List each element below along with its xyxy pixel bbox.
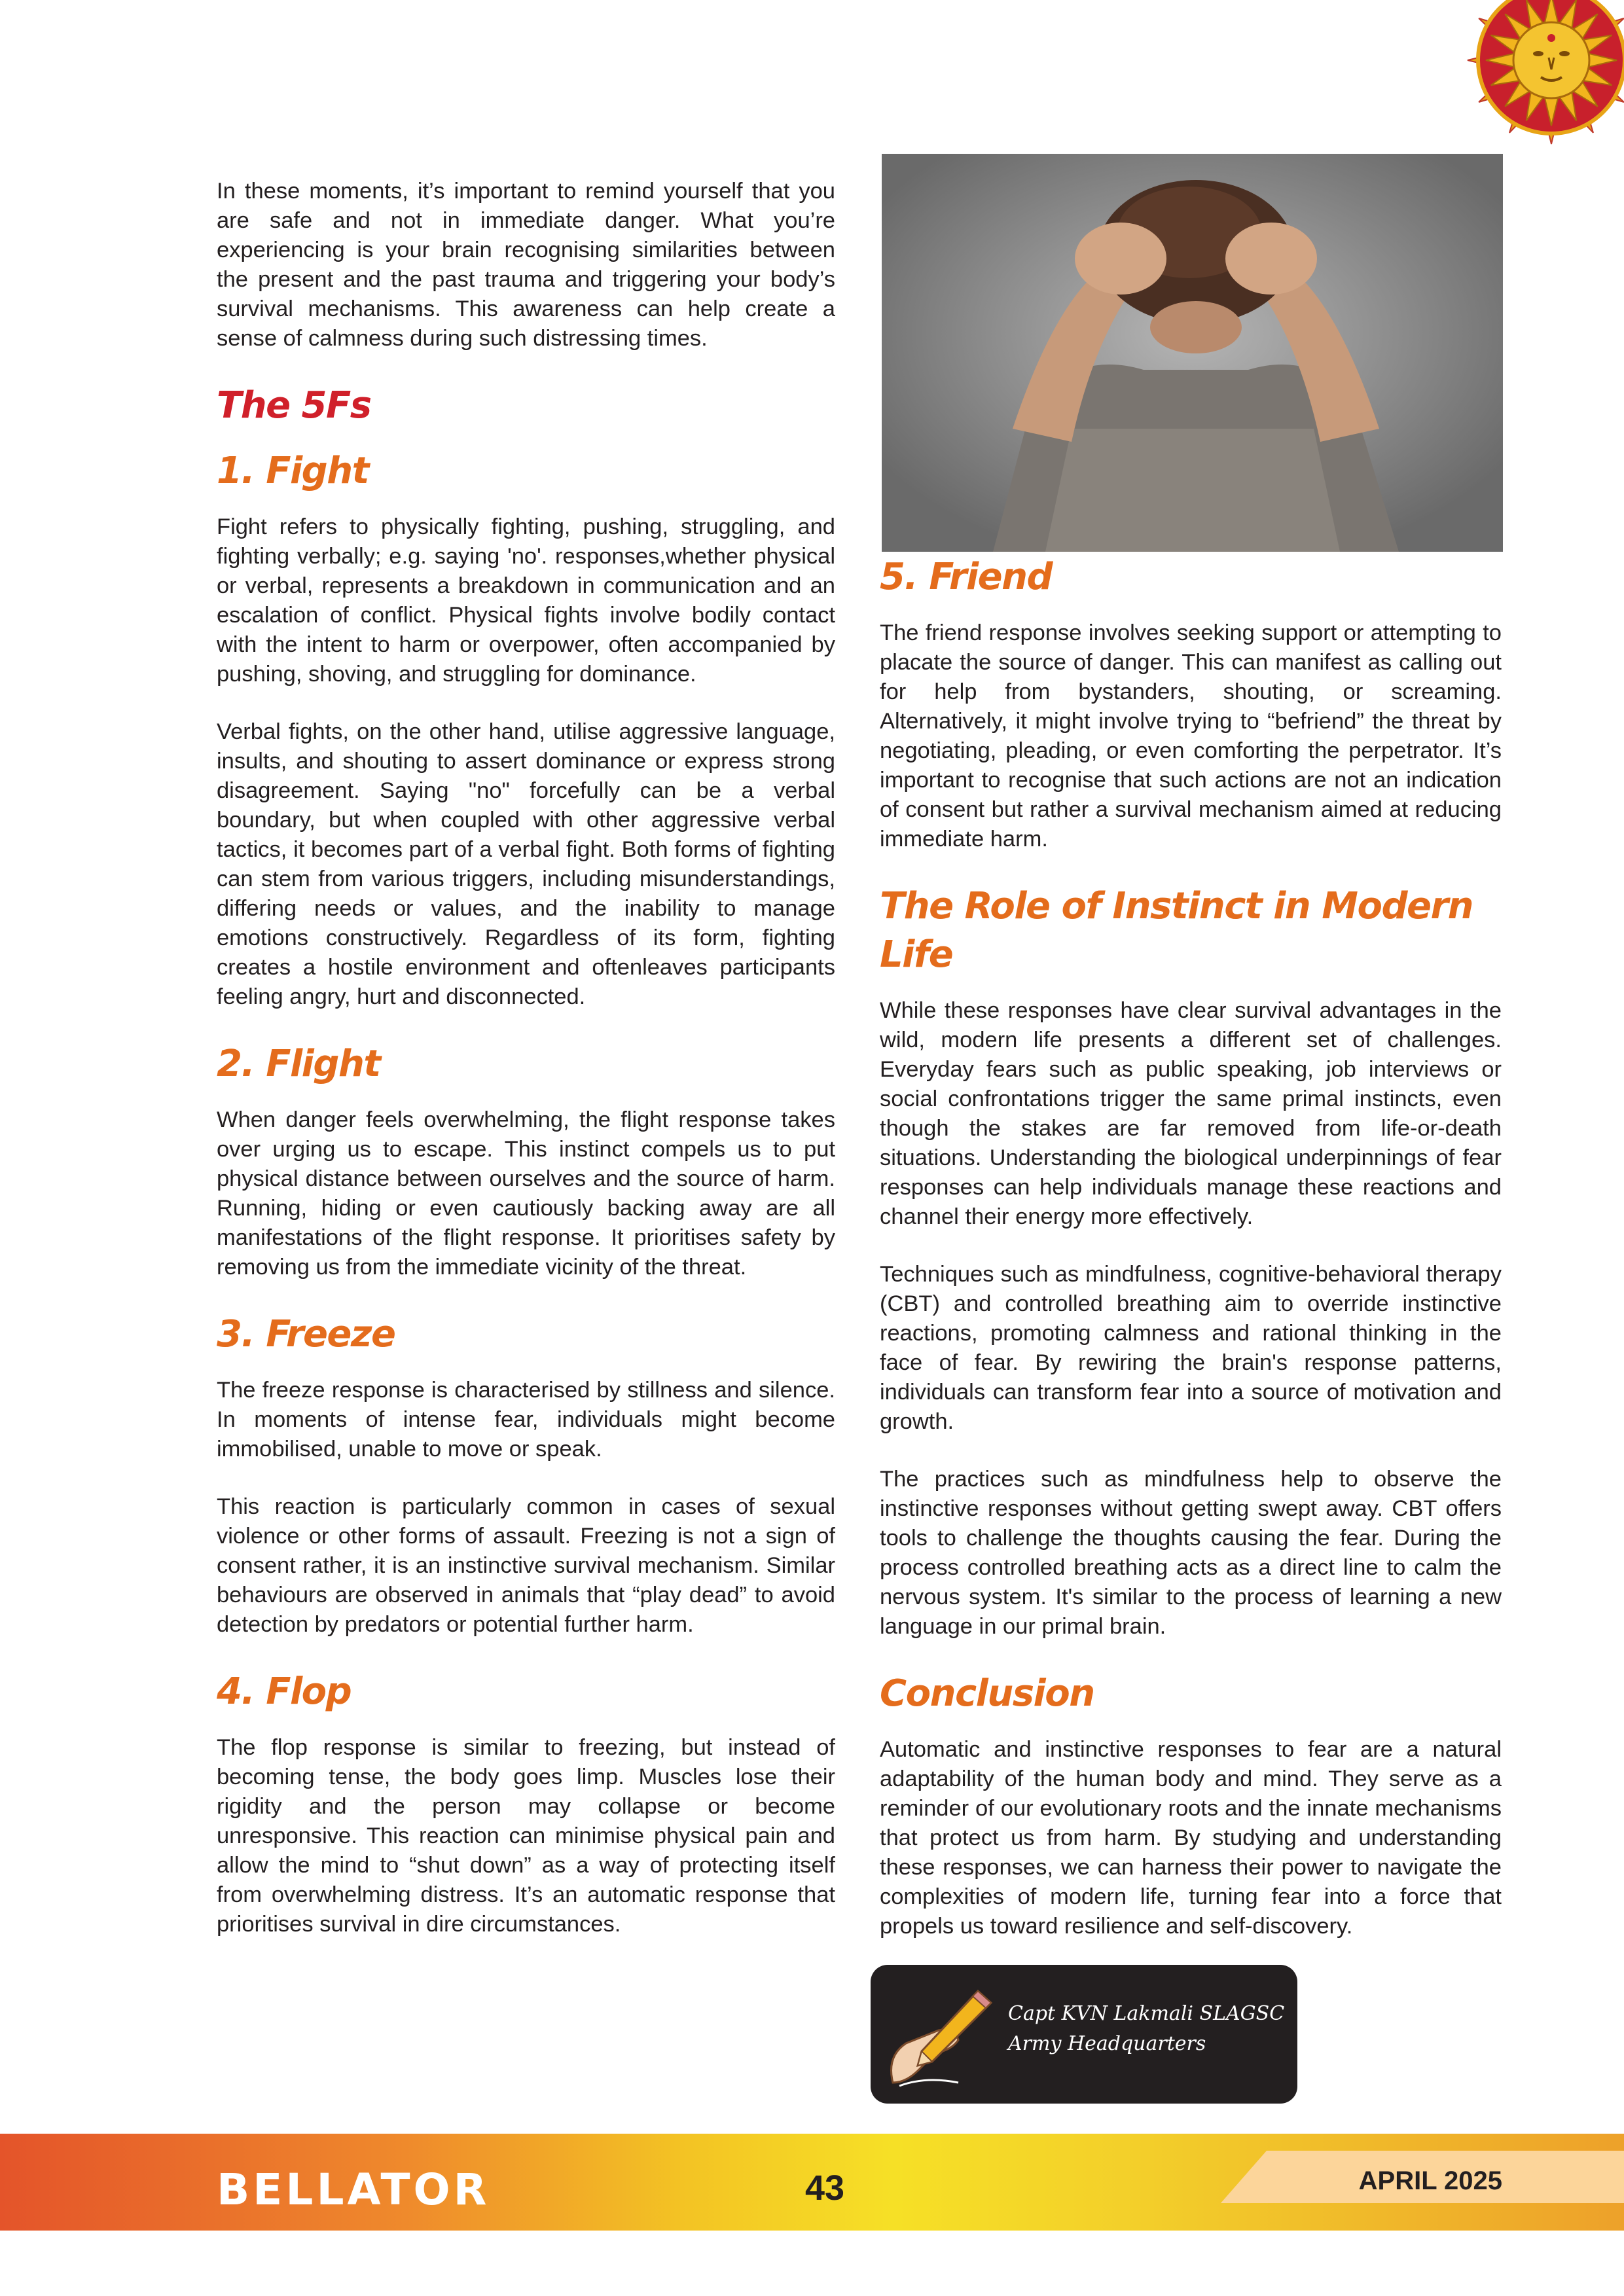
friend-paragraph: The friend response involves seeking support or attempting to placate the source of danger. This can manifest as calling out for help from bystanders, shouting, or screaming. Alternatively, it might involve trying to “befriend” the threat by negotiating, pleading, or even comforting the perpetrator. It’s important to recognise that such actions are not an indication of consent but rather a survival mechanism aimed at reducing immediate harm. (880, 620, 1502, 852)
left-column (217, 177, 835, 1967)
freeze-heading: 3. Freeze (217, 1313, 395, 1355)
right-column (880, 553, 1502, 1969)
fight-paragraph-1: Fight refers to physically fighting, pushing, struggling, and fighting verbally; e.g. saying 'no'. responses,whether physical or verbal, represents a breakdown in communication and an escalation of conflict. Physical fights involve bodily contact with the intent to harm or overpower, often accompanied by pushing, shoving, and struggling for dominance. (217, 514, 835, 687)
flop-paragraph: The flop response is similar to freezing, but instead of becoming tense, the body goes limp. Muscles lose their rigidity and the person may collapse or become unresponsive. This reaction can minimise physical pain and allow the mind to “shut down” as a way of protecting itself from overwhelming distress. It’s an automatic response that prioritises survival in dire circumstances. (217, 1735, 835, 1937)
conclusion-heading: Conclusion (880, 1672, 1094, 1715)
conclusion-paragraph: Automatic and instinctive responses to fear are a natural adaptability of the human body and mind. They serve as a reminder of our evolutionary roots and the innate mechanisms that protect us from harm. By studying and understanding these responses, we can harness their power to navigate the complexities of modern life, turning fear into a force that propels us toward resilience and self-discovery. (880, 1737, 1502, 1939)
freeze-paragraph-2: This reaction is particularly common in cases of sexual violence or other forms of assault. Freezing is not a sign of consent rather, it is an instinctive survival mechanism. Similar behaviours are observed in animals that “play dead” to avoid detection by predators or potential further harm. (217, 1494, 835, 1637)
fight-paragraph-2: Verbal fights, on the other hand, utilise aggressive language, insults, and shouting to assert dominance or express strong disagreement. Saying "no" forcefully can be a verbal boundary, but when coupled with other aggressive verbal tactics, it becomes part of a verbal fight. Both forms of fighting can stem from various triggers, including misunderstandings, differing needs or values, and the inability to manage emotions constructively. Regardless of its form, fighting creates a hostile environment and oftenleaves participants feeling angry, hurt and disconnected. (217, 719, 835, 1009)
flop-heading: 4. Flop (217, 1670, 352, 1713)
fight-heading: 1. Fight (217, 450, 369, 492)
page-number: 43 (804, 2168, 845, 2208)
friend-heading: 5. Friend (880, 556, 1053, 598)
instinct-paragraph-3: The practices such as mindfulness help to observe the instinctive responses without getting swept away. CBT offers tools to challenge the thoughts causing the fear. During the process controlled breathing acts as a direct line to calm the nervous system. It's similar to the process of learning a new language in our primal brain. (880, 1467, 1502, 1639)
freeze-paragraph-1: The freeze response is characterised by stillness and silence. In moments of intense fear, individuals might become immobilised, unable to move or speak. (217, 1378, 835, 1462)
instinct-paragraph-2: Techniques such as mindfulness, cognitive-behavioral therapy (CBT) and controlled breathing aim to override instinctive reactions, promoting calmness and rational thinking in the face of fear. By rewiring the brain's response patterns, individuals can transform fear into a source of motivation and growth. (880, 1262, 1502, 1434)
sun-emblem-logo-icon (1454, 0, 1624, 170)
distressed-man-photo (882, 154, 1503, 552)
author-card (871, 1965, 1297, 2104)
instinct-paragraph-1: While these responses have clear survival advantages in the wild, modern life presents a different set of challenges. Everyday fears such as public speaking, job interviews or social confrontations trigger the same primal instincts, even though the stakes are far removed from life-or-death situations. Understanding the biological underpinnings of fear responses can help individuals manage these reactions and channel their energy more effectively. (880, 998, 1502, 1229)
intro-paragraph: In these moments, it’s important to remind yourself that you are safe and not in immediate danger. What you’re experiencing is your brain recognising similarities between the present and the past trauma and triggering your body’s survival mechanisms. This awareness can help create a sense of calmness during such distressing times. (217, 179, 835, 351)
author-name: Capt KVN Lakmali SLAGSC (1008, 2002, 1285, 2025)
flight-paragraph: When danger feels overwhelming, the flight response takes over urging us to escape. This instinct compels us to put physical distance between ourselves and the source of harm. Running, hiding or even cautiously backing away are all manifestations of the flight response. It prioritises safety by removing us from the immediate vicinity of the threat. (217, 1107, 835, 1280)
flight-heading: 2. Flight (217, 1043, 380, 1085)
issue-date: APRIL 2025 (1358, 2166, 1502, 2195)
instinct-heading: The Role of Instinct in Modern Life (880, 885, 1473, 976)
hand-writing-pencil-icon (880, 1984, 998, 2089)
main-heading: The 5Fs (217, 384, 371, 427)
brand-logo: BELLATOR (217, 2164, 490, 2215)
author-unit: Army Headquarters (1008, 2032, 1206, 2055)
